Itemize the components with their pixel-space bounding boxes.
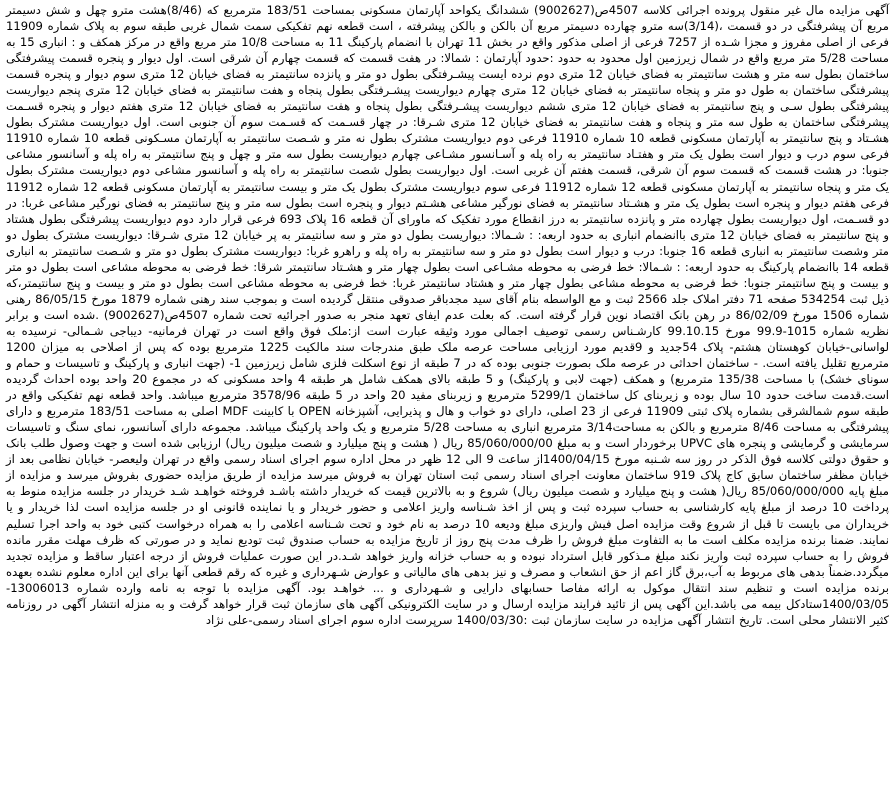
auction-notice-text: آگهی مزایده مال غیر منقول پرونده اجرائی کلاسه 4507ص(9002627) ششدانگ یکواحد آپارتمان مسکونی بمساحت 183/51 مترمربع که (8/46)هشت مترو چهل و شش دسیمتر مربع آن پیشرفتگی در دو قسمت ،(3/14)سه مترو چهارده دسیمتر مربع آن بالکن و بالکن پیشرفته ، است قطعه نهم تفکیکی سمت شمال غربی طبقه سوم به پلاک شماره 11909 فرعی از اصلی مفروز و مجزا شـده از 7257 فرعی از اصلی مذکور واقع در بخش 11 تهران با انضمام پارکینگ 11 به مساحت 10/8 متر مربع واقع در مرکز همکف و : انباری 15 به مساحت 5/28 متر مربع واقع در شمال زیرزمین اول محدود به حدود :حدود آپارتمان : شمالا: در هفت قسمت که قسمت چهارم آن شرقی است. اول دیوار و پنجره قسمت پیشرفتگی ساختمان بطول سه متر و هشت سانتیمتر به فضای خیابان 12 متری دوم نرده ایست پیشـرفتگی بطول دو متر و پانزده سانتیمتر به فضای خیابان 12 متری سوم دیوار و پنجره قسمت پیشرفتگی ساختمان به طول دو متر و پنجاه سانتیمتر به فضای خیابان 12 متری چهارم دیواریست پیشـرفتگی بطول پنجاه و هفت سانتیمتر به فضای خیابان 12 متری پنجم دیواریست پیشرفتگی بطول سـی و پنج سانتیمتر به فضای خیابان 12 متری ششم دیواریست پیشـرفتگی بطول پنجاه و هفت سانتیمتر به فضای خیابان 12 متری هفتم دیوار و پنجره قسـمت پیشرفتگی ساختمان به طول سه متر و پنجاه و هفت سانتیمتر به فضای خیابان 12 متری شـرقا: در چهار قسـمت که قسـمت سوم آن جنوبی است. اول دیواریست مشترک بطول هشـتاد و پنج سانتیمتر به آپارتمان مسکونی قطعه 10 شماره 11910 فرعی دوم دیواریست مشترک بطول نه متر و شـصت سانتیمتر به آپارتمان مسـکونی قطعه 10 شماره 11910 فرعی سوم درب و دیوار است بطول یک متر و هفتـاد سانتیمتر به راه پله و آسـانسور مشـاعی چهارم دیواریست بطول سه متر و چهل و پنج سانتیمتر به راه پله و آسانسور مشاعی جنوبا: در هشت قسمت که قسمت سوم آن شرقی، قسمت هفتم آن غربی است. اول دیواریست بطول شصت سانتیمتر به راه پله و آسانسور مشاعی دوم دیواریست مشترک بطول یک متر و پنجاه سانتیمتر به آپارتمان مسکونی قطعه 12 شماره 11912 فرعی سوم دیواریست مشترک بطول یک متر و بیست سانتیمتر به آپارتمان مسکونی قطعه 12 شماره 11912 فرعی هفتم دیوار و پنجره است بطول یک متر و هشـتاد سانتیمتر به فضای نورگیر مشاعی هشـتم دیوار و پنجره است بطول سه متر و پنج سانتیمتر به فضای نورگیر مشاعی غربا: در دو قسـمت، اول دیواریست بطول چهارده متر و پانزده سانتیمتر به درز انقطاع مورد تفکیک که ماورای آن قطعه 16 پلاک 693 فرعی قرار دارد دوم دیواریست پیشرفتگی بطول هشتاد و پنج سانتیمتر به فضای خیابان 12 متری باانضمام انباری به حدود اربعه: : شـمالا: دیواریست بطول دو متر و سه سانتیمتر به پر خیابان 12 متری شـرقا: دیواریست مشترک بطول دو متر وشصت سانتیمتر به انباری قطعه 16 جنوبا: درب و دیوار است بطول دو متر و سه سانتیمتر به راه پله و راهرو غربا: دیواریست مشترک بطول دو متر و شـصت سانتیمتر به انباری قطعه 14 باانضمام پارکینگ به حدود اربعه: : شـمالا: خط فرضی به محوطه مشـاعی است بطول چهار متر و هشـتاد سانتیمتر شرقا: خط فرضی به محوطه مشاعی است بطول دو متر و بیست و پنج سانتیمتر جنوبا: خط فرضی به محوطه مشاعی بطول چهار متر و هشتاد سانتیمتر غربا: خط فرضی به محوطه مشاعی است بطول دو متر و بیست و پنج سانتیمتر،که ذیل ثبت 534254 صفحه 71 دفتر املاک جلد 2566 ثبت و مع الواسطه بنام آقای سید مجدباقر صدوقی منتقل گردیده است و بموجب سند رهنی شماره 1879 مورخ 86/05/15 رهنی شماره 1506 مورخ 86/02/09 در رهن بانک اقتصاد نوین قرار گرفته است. که بعلت عدم ایفای تعهد منجر به صدور اجرائیه تحت شماره 4507ص(9002627) .شده است و برابر نظریه شماره 1015-99.9 مورخ 99.10.15 کارشـناس رسمی توصیف اجمالی مورد وثیقه عبارت است از:ملک فوق واقع است در تهران فرمانیه- دیباجی شـمالی- نرسیده به لواسانی-خیابان کوهستان هشتم- پلاک 54جدید و 9قدیم مورد ارزیابی مساحت عرصه ملک طبق مندرجات سند مالکیت 1225 مترمربع بوده که پس از اصلاحی به میزان 1200 مترمربع تقلیل یافته است. - ساختمان احداثی در عرصه ملک بصورت جنوبی بوده که در 7 طبقه از نوع اسکلت فلزی شامل زیرزمین 1- (جهت انباری و پارکینگ و تاسیسات و حمام و سونای خشک) با مساحت 135/38 مترمربع) و همکف (جهت لابی و پارکینگ) و 5 طبقه بالای همکف شامل هر طبقه 4 واحد مسکونی که در مجموع 20 واحد بوده احداث گردیده است.قدمت ساخت حدود 10 سال بوده و زیربنای کل ساختمان 5299/1 مترمربع و زیربنای مفید 20 واحد در 5 طبقه 3578/96 مترمربع میباشد. واحد قطعه نهم تفکیکی واقع در طبقه سوم شمالشرقی بشماره پلاک ثبتی 11909 فرعی از 23 اصلی، دارای دو خواب و هال و پذیرایی، آشپزخانه OPEN با کابینت MDF اصلی به مساحت 183/51 مترمربع و دارای پیشرفتگی به مساحت 8/46 مترمربع و بالکن به مساحت3/14 مترمربع انباری به مساحت 5/28 مترمربع و یک واحد پارکینگ میباشد. مجموعه دارای آسانسور، نمای سنگ و تاسیسات سرمایشی و گرمایشی و پنجره های UPVC برخوردار است و به مبلغ 85/060/000/00 ریال ( هشت و پنج میلیارد و شصت میلیون ریال) ارزیابی شده است و جهت وصول طلب بانک و حقوق دولتی کلاسه فوق الذکر در روز سه شـنبه مورخ 1400/04/15از ساعت 9 الی 12 ظهر در محل اداره سوم اجرای اسناد رسمی واقع در تهران ولیعصر- خیابان نظامی بعد از خیابان مظفر ساختمان سابق کاج پلاک 919 ساختمان معاونت اجرای اسناد رسمی ثبت استان تهران به فروش میرسد مزایده از طریق مزایده حضوری بفروش میرسد و مزایده از مبلغ پایه 85/060/000/000 ریال( هشت و پنج میلیارد و شصت میلیون ریال) شروع و به بالاترین قیمت که خریدار داشته باشـد فروخته خواهـد شـد خریدار در جلسه مزایده منوط به پرداخت 10 درصد از مبلغ پایه کارشناسی به حساب سپرده ثبت و پس از اخذ شـناسه واریز اعلامی و حضور خریدار و یا نماینده قانونی او در جلسه مزایده است لذا خریدار و یا خریداران می بایست تا قبل از شروع وقت مزایده اصل فیش واریزی مبلغ ودیعه 10 درصد به نام خود و تحت شـناسه اعلامی را به همراه درخواست کتبی خود به واحد اجرا تسلیم نمایند. ضمنا برنده مزایده مکلف است ما به التفاوت مبلغ فروش را ظرف مدت پنج روز از تاریخ مزایده به حساب صندوق ثبت تودیع نماید و در صورتی که ظرف مهلت مقرر مانده فروش را به حساب سپرده ثبت واریز نکند مبلغ مـذکور قابل استرداد نبوده و به حساب خزانه واریز خواهد شـد.در این صورت عملیات فروش از درجه اعتبار ساقط و مزایده تجدید میگردد.ضمناً بدهی های مربوط به آب،برق گاز اعم از حق انشعاب و مصرف و نیز بدهی های مالیاتی و عوارض شـهرداری و غیره که رقم قطعی آنها برای این اداره معلوم نشده بعهده برنده مزایده است و تنظیم سند انتقال موکول به ارائه مفاصا حسابهای دارایی و شـهرداری و ... خواهـد بود. آگهی مزایده با توجه به نامه وارده شماره 13006013-1400/03/05ستادکل بیمه می باشد.این آگهی پس از تائید فرایند مزایده ارسال و در سایت الکترونیکی آگهی های سازمان ثبت قرار خواهد گرفت و به منزله انتشار آگهی در روزنامه کثیر الانتشار محلی است. تاریخ انتشار آگهی مزایده در سایت سازمان ثبت :1400/03/30 سرپرست اداره سوم اجرای اسناد رسمی-علی نژاد bbox=[6, 3, 890, 627]
